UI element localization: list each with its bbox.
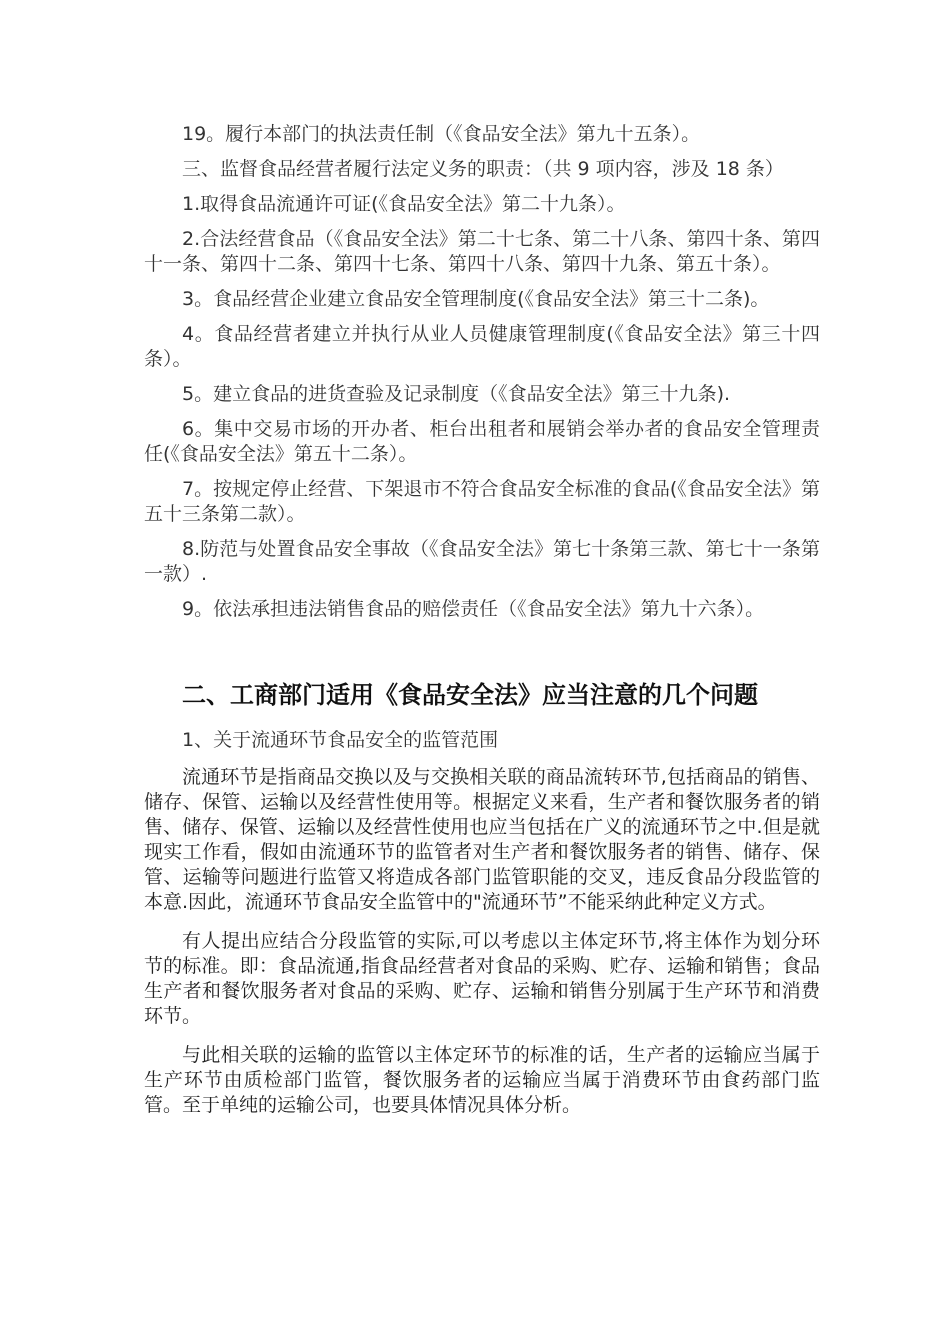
section-heading: 二、工商部门适用《食品安全法》应当注意的几个问题: [182, 681, 758, 709]
item-19: 19。履行本部门的执法责任制（《食品安全法》第九十五条）。: [182, 123, 701, 145]
paragraph-3: 与此相关联的运输的监管以主体定环节的标准的话，生产者的运输应当属于生产环节由质检部门监管，餐饮服务者的运输应当属于消费环节由食药部门监管。至于单纯的运输公司，也要具体情况具体分析。: [144, 1044, 820, 1116]
paragraph-1: 流通环节是指商品交换以及与交换相关联的商品流转环节,包括商品的销售、储存、保管、运输以及经营性使用等。根据定义来看，生产者和餐饮服务者的销售、储存、保管、运输以及经营性使用也应当包括在广义的流通环节之中.但是就现实工作看，假如由流通环节的监管者对生产者和餐饮服务者的销售、储存、保管、运输等问题进行监管又将造成各部门监管职能的交叉，违反食品分段监管的本意.因此，流通环节食品安全监管中的"流通环节”不能采纳此种定义方式。: [144, 766, 820, 913]
duty-item-7: 7。按规定停止经营、下架退市不符合食品安全标准的食品(《食品安全法》第五十三条第二款）。: [144, 478, 820, 525]
duty-item-4: 4。食品经营者建立并执行从业人员健康管理制度(《食品安全法》第三十四条）。: [144, 323, 820, 370]
section-three-title: 三、监督食品经营者履行法定义务的职责：（共 9 项内容，涉及 18 条）: [182, 158, 784, 180]
subheading: 1、关于流通环节食品安全的监管范围: [182, 729, 499, 751]
paragraph-2: 有人提出应结合分段监管的实际,可以考虑以主体定环节,将主体作为划分环节的标准。即：食品流通,指食品经营者对食品的采购、贮存、运输和销售；食品生产者和餐饮服务者对食品的采购、贮存、运输和销售分别属于生产环节和消费环节。: [144, 930, 820, 1027]
duty-item-8: 8.防范与处置食品安全事故（《食品安全法》第七十条第三款、第七十一条第一款）.: [144, 538, 820, 585]
duty-item-3: 3。食品经营企业建立食品安全管理制度(《食品安全法》第三十二条)。: [182, 288, 770, 310]
duty-item-6: 6。集中交易市场的开办者、柜台出租者和展销会举办者的食品安全管理责任(《食品安全法》第五十二条）。: [144, 418, 820, 465]
duty-item-1: 1.取得食品流通许可证(《食品安全法》第二十九条）。: [182, 193, 626, 215]
duty-item-9: 9。依法承担违法销售食品的赔偿责任（《食品安全法》第九十六条）。: [182, 598, 765, 620]
duty-item-2: 2.合法经营食品（《食品安全法》第二十七条、第二十八条、第四十条、第四十一条、第四十二条、第四十七条、第四十八条、第四十九条、第五十条）。: [144, 228, 820, 275]
document-page: [144, 122, 820, 1132]
duty-item-5: 5。建立食品的进货查验及记录制度（《食品安全法》第三十九条).: [182, 383, 731, 405]
